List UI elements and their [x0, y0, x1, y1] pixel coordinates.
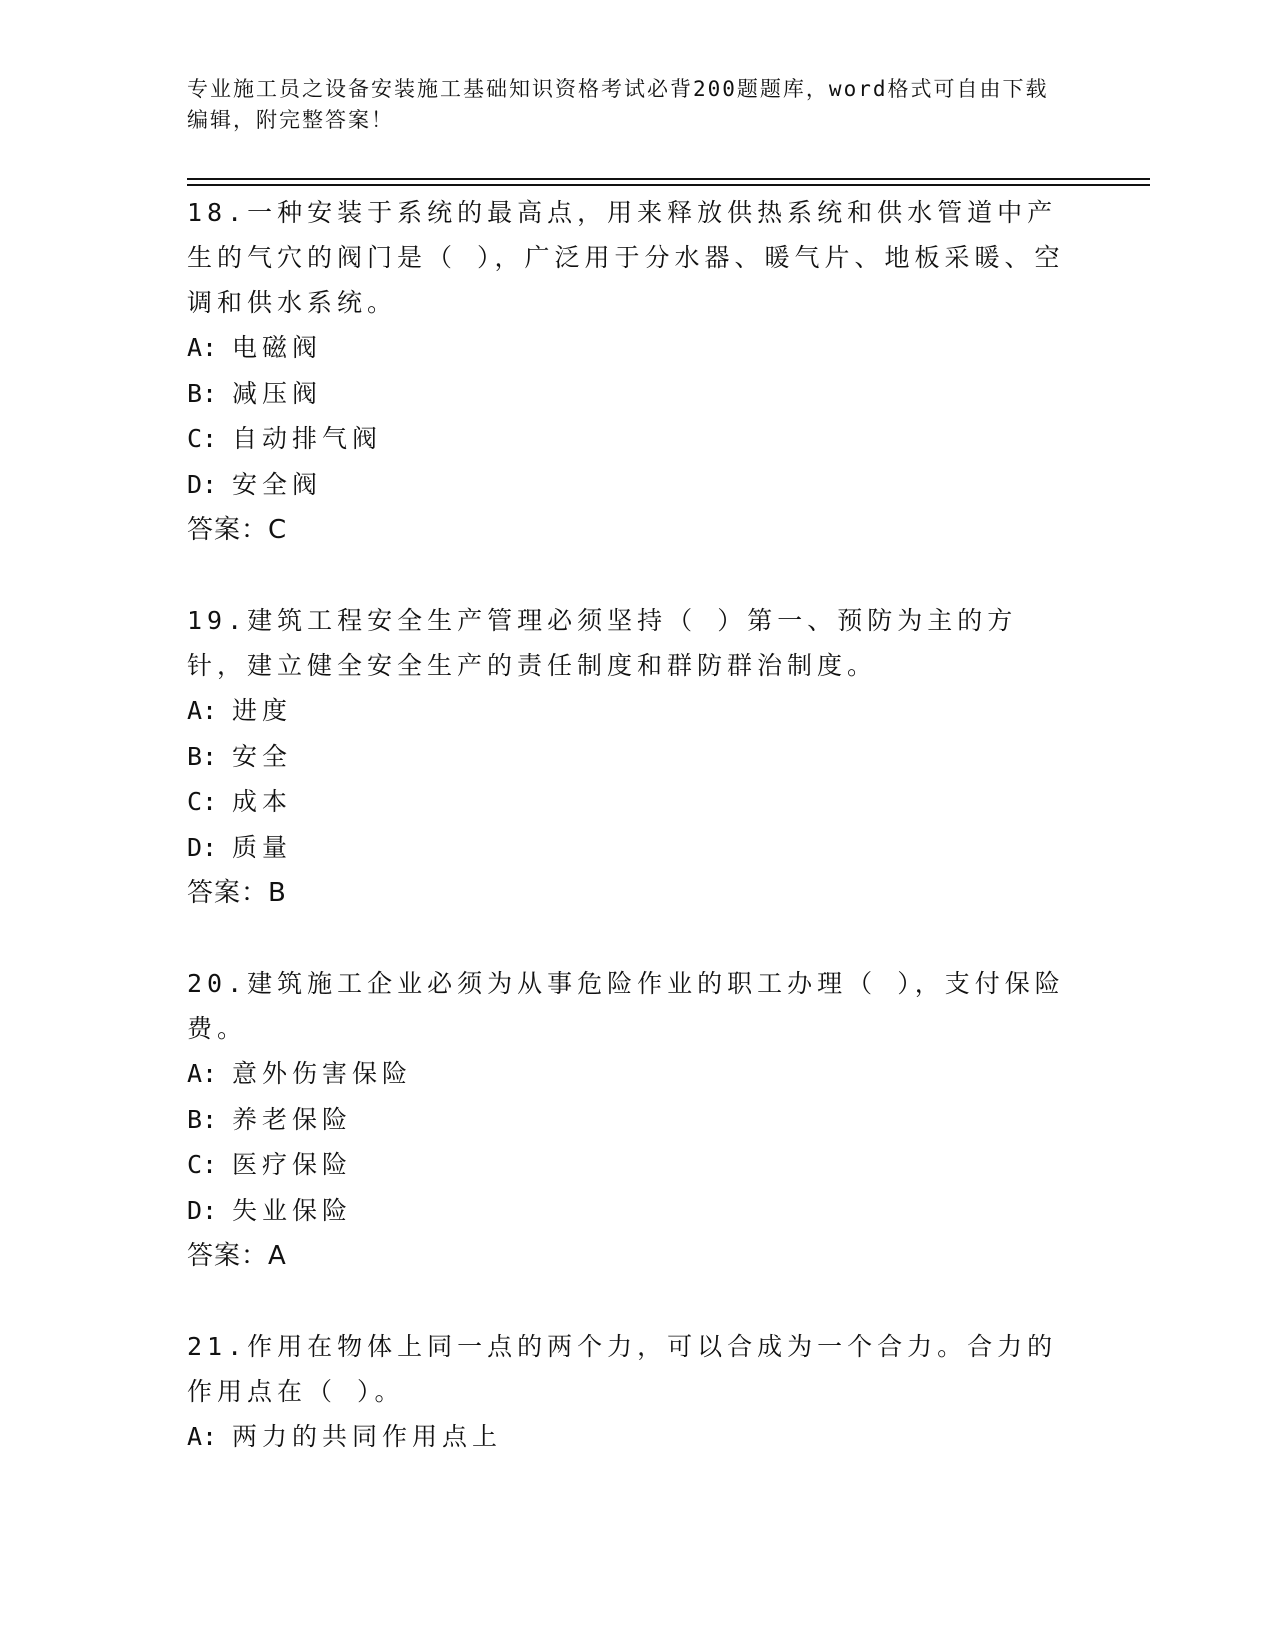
option-d [187, 1188, 1067, 1234]
option-text: 医疗保险 [232, 1150, 353, 1179]
option-a [187, 1051, 1067, 1097]
option-b [187, 1097, 1067, 1143]
option-letter: A: [187, 696, 218, 725]
option-c [187, 1142, 1067, 1188]
option-a [187, 688, 1067, 734]
option-text: 安全阀 [232, 469, 323, 499]
question-18 [187, 190, 1067, 553]
option-text: 电磁阀 [232, 333, 323, 362]
answer-line: 答案：B [187, 878, 287, 908]
option-d [187, 825, 1067, 871]
option-text: 成本 [232, 787, 293, 816]
question-19 [187, 598, 1067, 916]
option-letter: C: [187, 787, 218, 816]
option-b [187, 734, 1067, 780]
option-letter: C: [187, 424, 218, 453]
option-text: 失业保险 [232, 1195, 353, 1225]
answer-line: 答案：A [187, 1241, 287, 1271]
option-b [187, 371, 1067, 417]
question-stem: 18.一种安装于系统的最高点，用来释放供热系统和供水管道中产生的气穴的阀门是（ ），广泛用于分水器、暖气片、地板采暖、空调和供水系统。 [187, 198, 1065, 317]
option-text: 意外伤害保险 [232, 1059, 413, 1088]
document-header: 专业施工员之设备安装施工基础知识资格考试必背200题题库，word格式可自由下载编辑，附完整答案！ [187, 77, 1049, 132]
option-text: 进度 [232, 696, 293, 725]
question-20 [187, 961, 1067, 1279]
option-letter: D: [187, 1195, 218, 1225]
answer-line: 答案：C [187, 515, 288, 545]
option-letter: D: [187, 832, 218, 862]
question-stem: 20.建筑施工企业必须为从事危险作业的职工办理（ ），支付保险费。 [187, 969, 1065, 1043]
option-a [187, 325, 1067, 371]
option-letter: C: [187, 1150, 218, 1179]
option-letter: B: [187, 741, 218, 771]
option-letter: A: [187, 333, 218, 362]
option-c [187, 416, 1067, 462]
option-text: 自动排气阀 [232, 424, 383, 453]
option-letter: B: [187, 378, 218, 408]
option-c [187, 779, 1067, 825]
option-letter: B: [187, 1104, 218, 1134]
option-text: 安全 [232, 741, 293, 771]
option-letter: D: [187, 469, 218, 499]
question-21 [187, 1324, 1067, 1460]
question-stem: 19.建筑工程安全生产管理必须坚持（ ）第一、预防为主的方针，建立健全安全生产的责任制度和群防群治制度。 [187, 606, 1018, 680]
question-stem: 21.作用在物体上同一点的两个力，可以合成为一个合力。合力的作用点在（ ）。 [187, 1332, 1058, 1406]
option-d [187, 462, 1067, 508]
option-text: 养老保险 [232, 1104, 353, 1134]
header-divider-top [187, 178, 1150, 180]
option-text: 质量 [232, 832, 293, 862]
option-letter: A: [187, 1422, 218, 1451]
option-a [187, 1414, 1067, 1460]
option-text: 两力的共同作用点上 [232, 1422, 503, 1451]
option-text: 减压阀 [232, 378, 323, 408]
question-list [187, 190, 1067, 1505]
option-letter: A: [187, 1059, 218, 1088]
header-divider-bottom [187, 184, 1150, 186]
